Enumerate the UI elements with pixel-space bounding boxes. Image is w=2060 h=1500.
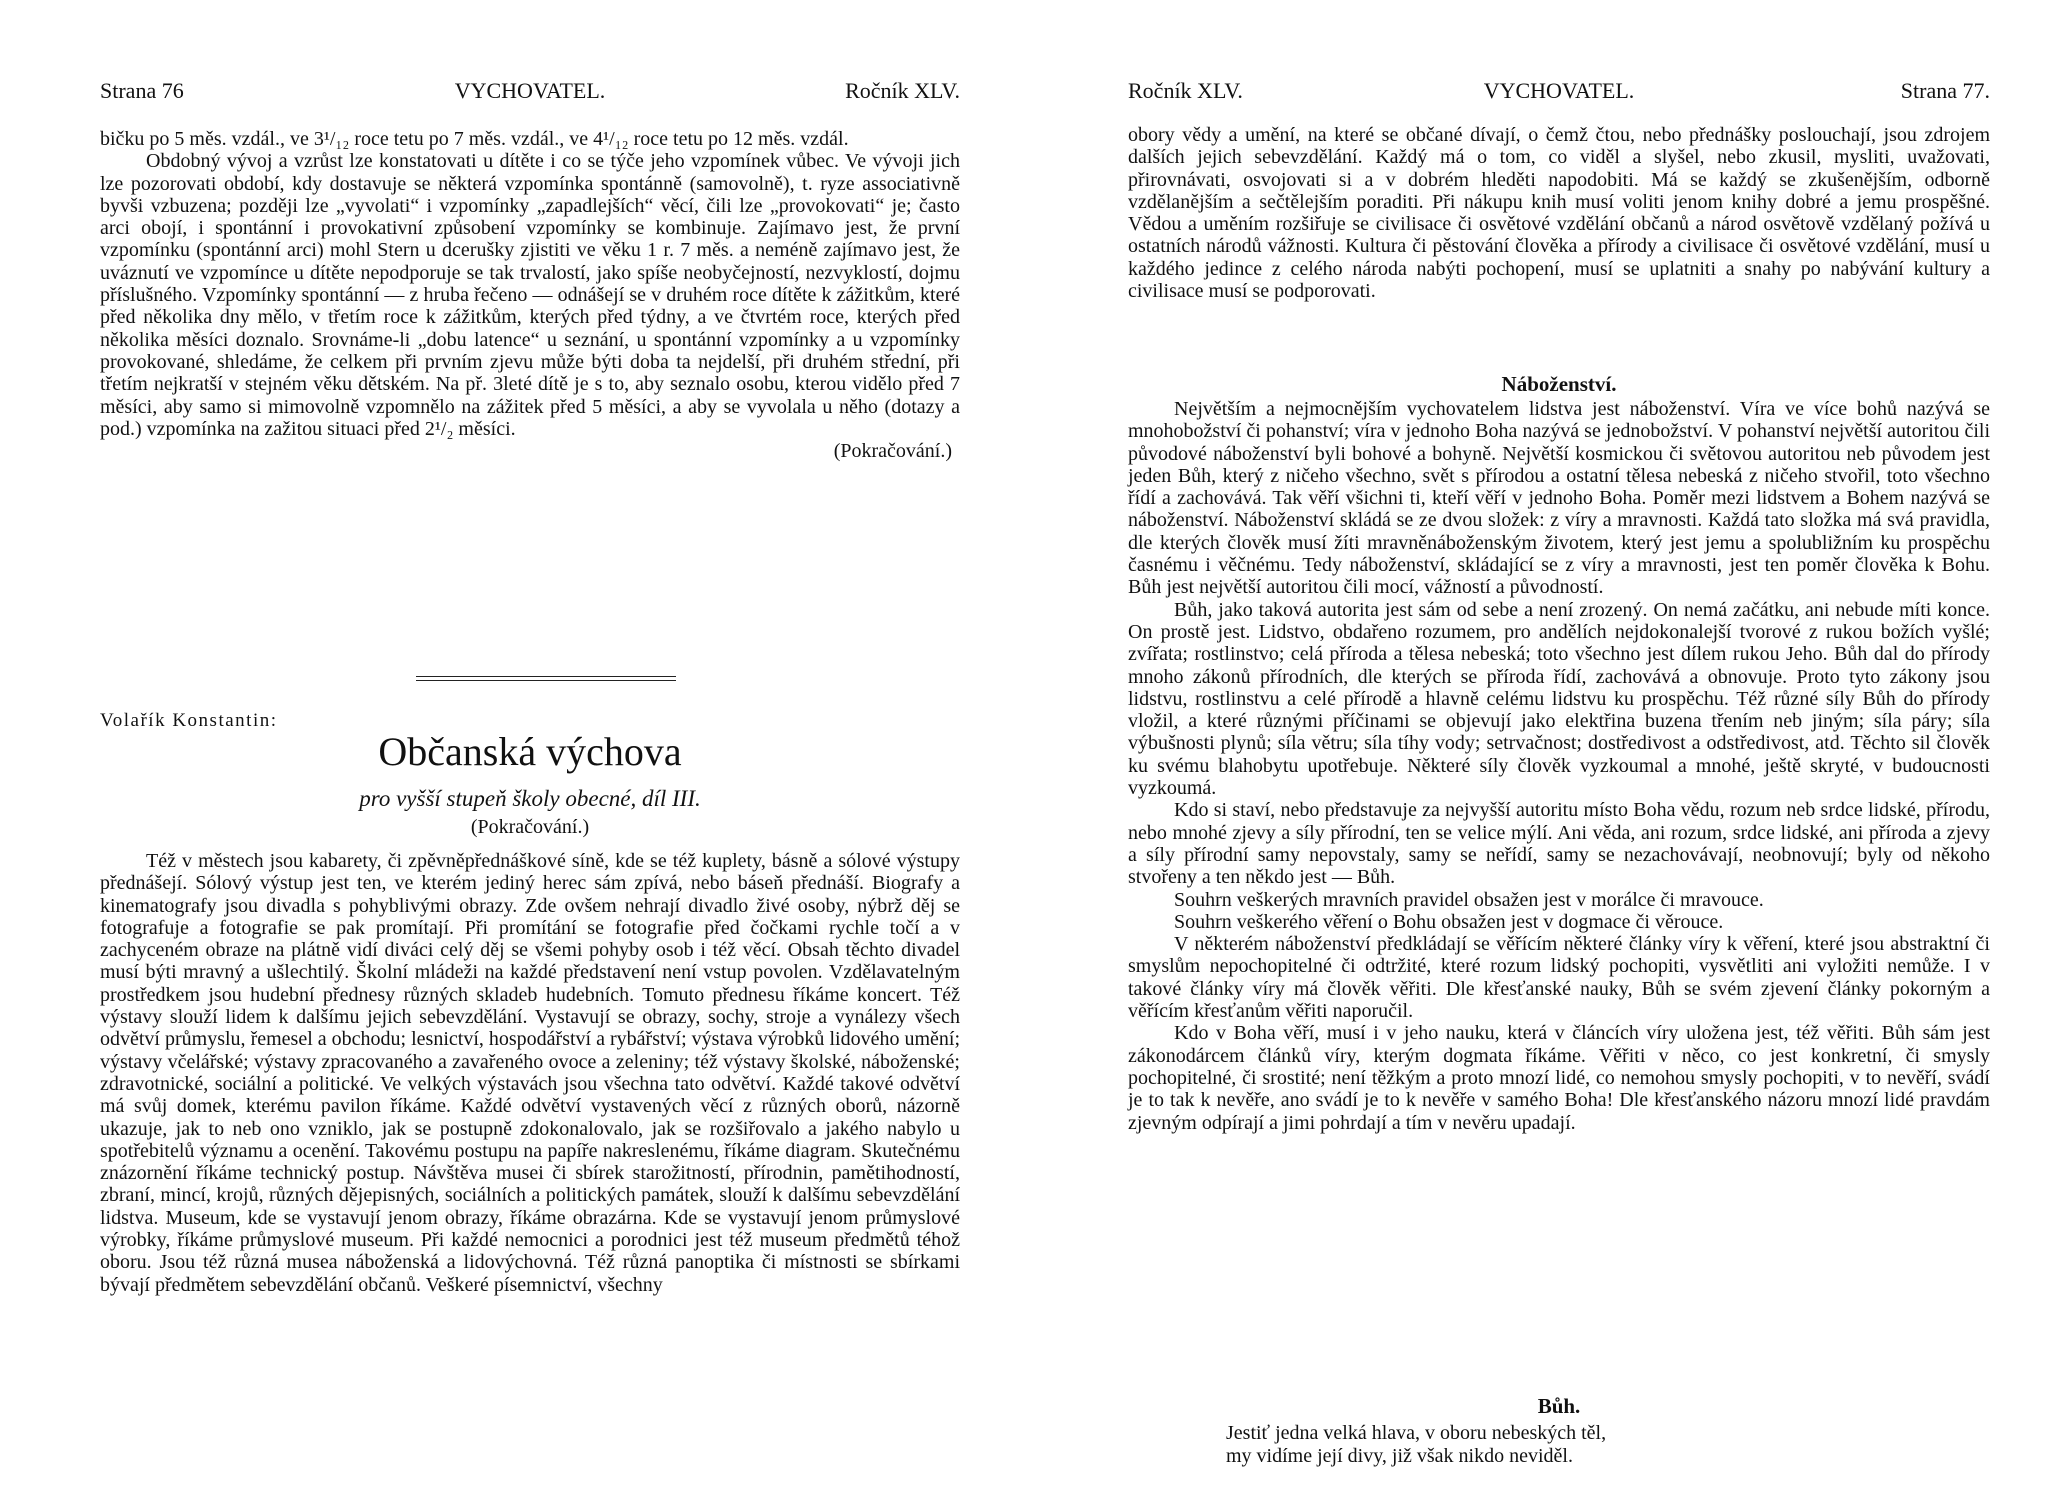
- left-page-number: Strana 76: [100, 78, 184, 103]
- section-heading: Náboženství.: [1501, 372, 1617, 396]
- right-paragraph-7: Kdo v Boha věří, musí i v jeho nauku, která v článcích víry uložena jest, též věřiti. Bůh sám jest zákonodárcem článků víry, kterým dogmata říkáme. Věřiti v něco, co jest konkretní, či smysly pochopitelné, či srostité; není těžkým a proto mnozí lidé, co nemohou smysly pochopiti, v to nevěří, svádí je to tak k nevěře, ano svádí je to k nevěře v samého Boha! Dle křesťanského názoru mnozí lidé pravdám zjevným odpírají a jimi pohrdají a tím v nevěru upadají.: [1128, 1022, 1990, 1134]
- right-paragraph-1: Největším a nejmocnějším vychovatelem lidstva jest náboženství. Víra ve více bohů nazývá se mnohobožství či pohanství; víra v jednoho Boha nazývá se jednobožství. V pohanství největší autoritou čili původové náboženství byli bohové a bohyně. Největší kosmickou či světovou autoritou neb původem jest jeden Bůh, který z ničeho všechno, svět s přírodou a ostatní tělesa nebeská z ničeho stvořil, toto všechno řídí a zachovává. Tak věří všichni ti, kteří věří v jednoho Boha. Poměr mezi lidstvem a Bohem nazývá se náboženství. Náboženství skládá se ze dvou složek: z víry a mravnosti. Každá tato složka má svá pravidla, dle kterých člověk musí žíti mravněnáboženským životem, který jest jemu a spolubližním ku prospěchu časnému i věčnému. Tedy náboženství, skládající se z víry a mravnosti, jest ten poměr člověka k Bohu. Bůh jest největší autoritou čili mocí, vážností a původností.: [1128, 398, 1990, 599]
- right-text-top-block: [1128, 124, 1990, 302]
- right-volume: Ročník XLV.: [1128, 78, 1243, 103]
- left-journal-title: VYCHOVATEL.: [454, 78, 606, 103]
- poem-line: my vidíme její divy, již však nikdo neviděl.: [1226, 1445, 1573, 1467]
- left-volume: Ročník XLV.: [845, 78, 960, 103]
- right-paragraph-3: Kdo si staví, nebo představuje za nejvyšší autoritu místo Boha vědu, rozum neb srdce lidské, přírodu, nebo mnohé zjevy a síly přírodní, ten se velice mýlí. Ani věda, ani rozum, srdce lidské, ani příroda a zjevy a síly přírodní samy nepovstaly, samy se neřídí, samy se nezachovávají, neobnovují; byly od někoho stvořeny a ten někdo jest — Bůh.: [1128, 799, 1990, 889]
- left-paragraph-1: Obdobný vývoj a vzrůst lze konstatovati u dítěte i co se týče jeho vzpomínek vůbec. Ve vývoji jich lze pozorovati období, kdy dostavuje se některá vzpomínka spontánně (samovolně), t. ryze associativně byvši vzbuzena; později lze „vyvolati“ i vzpomínky „zapadlejších“ věcí, čili lze „provokovati“ je; často arci obojí, i spontánní i provokativní způsobení vzpomínky se kombinuje. Zajímavo jest, že první vzpomínku (spontánní arci) mohl Stern u dcerušky zjistiti ve věku 1 r. 7 měs. a neméně zajímavo jest, že uváznutí ve vzpomínce u dítěte nepodporuje se tak trvalostí, jako spíše neobyčejností, nezvyklostí, dojmu příslušného. Vzpomínky spontánní — z hruba řečeno — odnášejí se v druhém roce dítěte k zážitkům, které před několika dny mělo, v třetím roce k zážitkům, kterých před týdny, a ve čtvrtém roce, kterých před několika měsíci doznalo. Srovnáme-li „dobu latence“ u seznání, u spontánní vzpomínky a u vzpomínky provokované, shledáme, že celkem při prvním zjevu může býti doba ta nejdelší, při druhém střední, při třetím nejkratší v stejném věku dětském. Na př. 3leté dítě je s to, aby seznalo osobu, kterou vidělo před 7 měsíci, aby samo si mimovolně vzpomnělo na zážitek před 5 měsíci, a aby se vyvolala u něho (dotazy a pod.) vzpomínka na zažitou situaci před 2¹/₂ měsíci.: [100, 150, 960, 440]
- left-text-block: [100, 128, 960, 462]
- poem: [1226, 1422, 1606, 1468]
- right-paragraph-6: V některém náboženství předkládají se věřícím některé články víry k věření, které jsou abstraktní či smyslům nepochopitelné či odtržité, které rozum lidský pochopiti, vysvětliti ani vyložiti nemůže. I v takové články víry má člověk věřiti. Dle křesťanské nauky, Bůh se svém zjevení články pokorným a věřícím křesťanům věřiti naporučil.: [1128, 933, 1990, 1023]
- article-author: Volařík Konstantin:: [100, 710, 278, 731]
- poem-line: Jestiť jedna velká hlava, v oboru nebeských těl,: [1226, 1422, 1607, 1444]
- left-continued-note: (Pokračování.): [833, 439, 952, 462]
- right-journal-title: VYCHOVATEL.: [1483, 78, 1635, 103]
- left-page: [100, 0, 960, 1500]
- article-subtitle: pro vyšší stupeň školy obecné, díl III.: [359, 786, 701, 811]
- right-page: [1128, 0, 1990, 1500]
- left-running-head: [100, 78, 960, 108]
- article-divider: [416, 676, 676, 681]
- article-title: Občanská výchova: [378, 729, 682, 774]
- right-page-number: Strana 77.: [1900, 78, 1990, 103]
- poem-heading: Bůh.: [1537, 1394, 1581, 1418]
- right-running-head: [1128, 78, 1990, 108]
- right-paragraph-2: Bůh, jako taková autorita jest sám od sebe a není zrozený. On nemá začátku, ani nebude míti konce. On prostě jest. Lidstvo, obdařeno rozumem, pro andělích nejdokonalejší tvorové z rukou božích vyšlé; zvířata; rostlinstvo; celá příroda a tělesa nebeská; toto všechno jest dílem rukou Jeho. Bůh dal do přírody mnoho zákonů přírodních, dle kterých se příroda řídí, zachovává a obnovuje. Proto tyto zákony jsou lidstvu, rostlinstvu a celé přírodě a hlavně celému lidstvu ku prospěchu. Též různé síly Bůh do přírody vložil, a které různými příčinami se objevují jako elektřina buzena třením neb jiným; síla páry; síla výbušnosti plynů; síla větru; síla tíhy vody; setrvačnost; dostředivost a odstředivost, atd. Těchto sil člověk ku svému blahobytu upotřebuje. Některé síly člověk vyzkoumal a mnohé, ještě skryté, v budoucnosti vyzkoumá.: [1128, 598, 1990, 800]
- right-text-top: obory vědy a umění, na které se občané dívají, o čemž čtou, nebo přednášky poslouchají, jsou zdrojem dalších jejich sebevzdělání. Každý má o tom, co viděl a slyšel, nebo zkusil, mysliti, uvažovati, přirovnávati, osvojovati si a v dobrém hleděti napodobiti. Má se každý se zkušenějším, odborně vzdělanějším a sečtělejším poraditi. Při nákupu knih musí voliti jenom knihy dobré a jemu prospěšné. Vědou a uměním rozšiřuje se civilisace či osvětové vzdělání občanů a národ osvětově vzdělaný požívá u ostatních národů vážnosti. Kultura či pěstování člověka a přírody a civilisace či osvětové vzdělání, musí u každého jedince z celého národa nabýti pochopení, musí se uplatniti a snahy po nabývání kultury a civilisace musí se podporovati.: [1128, 124, 1990, 303]
- religion-section-body: [1128, 398, 1990, 1134]
- right-paragraph-4: Souhrn veškerých mravních pravidel obsažen jest v morálce či mravouce.: [1174, 888, 1764, 911]
- left-text-top: bičku po 5 měs. vzdál., ve 3¹/₁₂ roce tetu po 7 měs. vzdál., ve 4¹/₁₂ roce tetu po 12 měs. vzdál.: [100, 128, 849, 150]
- right-paragraph-5: Souhrn veškerého věření o Bohu obsažen jest v dogmace či věrouce.: [1174, 910, 1724, 933]
- article-body: [100, 850, 960, 1296]
- article-continued: (Pokračování.): [470, 816, 590, 838]
- article-paragraph: Též v městech jsou kabarety, či zpěvněpřednáškové síně, kde se též kuplety, básně a sólové výstupy přednášejí. Sólový výstup jest ten, ve kterém jediný herec sám zpívá, nebo báseň přednáší. Biografy a kinematografy jsou divadla s pohyblivými obrazy. Zde ovšem nehrají divadlo živé osoby, nýbrž děj se fotografuje a fotografie se pak promítají. Při promítání se fotografie před čočkami rychle točí a v zachyceném obraze na plátně vidí diváci celý děj se všemi pohyby osob i též věcí. Obsah těchto divadel musí býti mravný a ušlechtilý. Školní mládeži na každé představení není vstup povolen. Vzdělavatelným prostředkem jsou hudební přednesy různých skladeb hudebních. Tomuto přednesu říkáme koncert. Též výstavy slouží lidem k dalšímu jejich sebevzdělání. Vystavují se obrazy, sochy, stroje a vynálezy všech odvětví průmyslu, řemesel a obchodu; lesnictví, hospodářství a rybářství; výstava výrobků lidového umění; výstavy včelářské; výstavy zpracovaného a zavařeného ovoce a zeleniny; též výstavy školské, náboženské; zdravotnické, sociální a politické. Ve velkých výstavách jsou všechna tato odvětví. Každé takové odvětví má svůj domek, kterému pavilon říkáme. Každé odvětví vystavených věcí z různých oborů, názorně ukazuje, jak to neb ono vzniklo, jak se postupně zdokonalovalo, jak se rozšiřovalo a jakého nabylo u spotřebitelů významu a ocenění. Takovému postupu na papíře nakreslenému, říkáme diagram. Skutečnému znázornění říkáme technický postup. Návštěva musei či sbírek starožitností, přírodnin, pamětihodností, zbraní, mincí, krojů, různých dějepisných, sociálních a politických památek, slouží k dalšímu sebevzdělání lidstva. Museum, kde se vystavují jenom obrazy, říkáme obrazárna. Kde se vystavují jenom průmyslové výrobky, říkáme průmyslové museum. Při každé nemocnici a porodnici jest též museum předmětů téhož oboru. Jsou též různá musea náboženská a lidovýchovná. Též různá panoptika či místnosti se sbírkami bývají předmětem sebevzdělání občanů. Veškeré písemnictví, všechny: [100, 850, 960, 1296]
